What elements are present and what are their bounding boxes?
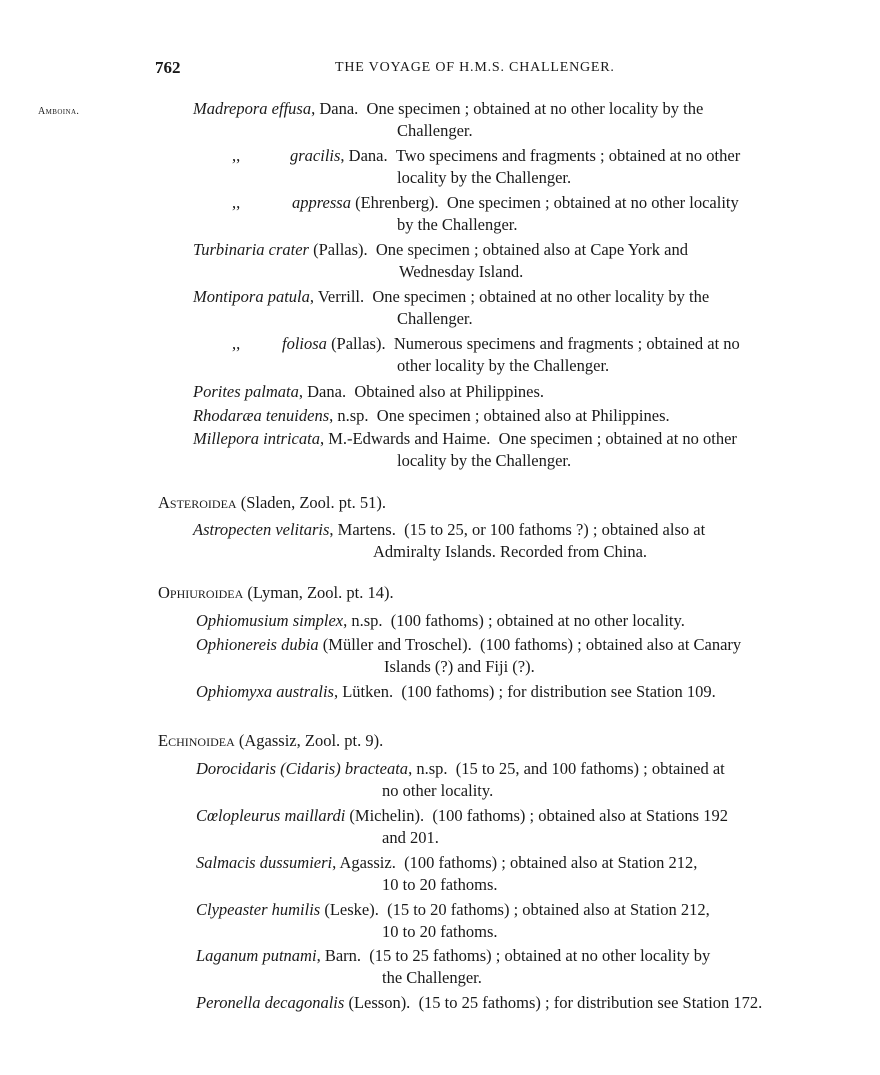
species-entry xyxy=(193,380,544,404)
species-name: Peronella decagonalis xyxy=(196,993,345,1012)
section-title: Ophiuroidea xyxy=(158,583,244,602)
species-entry xyxy=(193,427,737,451)
species-name: Madrepora effusa xyxy=(193,99,312,118)
species-entry xyxy=(193,518,705,542)
species-authority: , n.sp. xyxy=(329,406,369,425)
species-note: (15 to 20 fathoms) ; obtained also at Station 212, xyxy=(387,900,710,919)
species-authority: (Ehrenberg). xyxy=(350,193,439,212)
species-note: (100 fathoms) ; obtained also at Canary xyxy=(480,635,742,654)
species-note: Two specimens and fragments ; obtained at no other xyxy=(395,146,741,165)
species-name: gracilis xyxy=(290,146,341,165)
entry-continuation: the Challenger. xyxy=(382,968,482,987)
species-name: Ophionereis dubia xyxy=(196,635,319,654)
species-name: Laganum putnami xyxy=(196,946,317,965)
species-entry xyxy=(196,757,725,781)
species-note: Obtained also at Philippines. xyxy=(354,382,545,401)
species-authority: (Leske). xyxy=(320,900,379,919)
species-note: (100 fathoms) ; obtained also at Station 212, xyxy=(404,853,698,872)
species-entry xyxy=(196,898,710,922)
species-name: Porites palmata xyxy=(193,382,299,401)
species-entry xyxy=(196,633,741,657)
species-authority: (Pallas). xyxy=(308,240,368,259)
section-heading xyxy=(158,731,383,751)
species-note: (15 to 25 fathoms) ; for distribution see Station 172. xyxy=(418,993,763,1012)
entry-continuation: and 201. xyxy=(382,828,439,847)
species-entry xyxy=(232,332,740,356)
species-authority: , Dana. xyxy=(340,146,388,165)
species-note: (15 to 25 fathoms) ; obtained at no other locality by xyxy=(369,946,711,965)
species-name: Cœlopleurus maillardi xyxy=(196,806,346,825)
species-note: One specimen ; obtained at no other locality by the xyxy=(372,287,710,306)
species-name: Ophiomyxa australis xyxy=(196,682,334,701)
species-note: One specimen ; obtained also at Philippines. xyxy=(376,406,670,425)
entry-continuation: locality by the Challenger. xyxy=(397,451,572,470)
section-title: Asteroidea xyxy=(158,493,237,512)
section-reference: (Lyman, Zool. pt. 14). xyxy=(243,583,394,602)
ditto-mark: ,, xyxy=(232,146,241,165)
species-authority: , n.sp. xyxy=(343,611,383,630)
species-entry xyxy=(196,609,685,633)
species-note: One specimen ; obtained also at Cape York and xyxy=(375,240,688,259)
entry-continuation: Wednesday Island. xyxy=(399,262,524,281)
species-entry xyxy=(232,191,739,215)
species-authority: , Martens. xyxy=(329,520,396,539)
species-authority: (Müller and Troschel). xyxy=(318,635,472,654)
entry-continuation: 10 to 20 fathoms. xyxy=(382,875,498,894)
species-authority: , Barn. xyxy=(316,946,362,965)
species-entry xyxy=(193,285,709,309)
entry-continuation: other locality by the Challenger. xyxy=(397,356,610,375)
species-note: Numerous specimens and fragments ; obtained at no xyxy=(393,334,740,353)
species-name: Millepora intricata xyxy=(193,429,320,448)
section-title: Echinoidea xyxy=(158,731,235,750)
species-name: Clypeaster humilis xyxy=(196,900,321,919)
species-name: Dorocidaris (Cidaris) bracteata xyxy=(196,759,409,778)
entry-continuation: 10 to 20 fathoms. xyxy=(382,922,498,941)
section-reference: (Sladen, Zool. pt. 51). xyxy=(236,493,386,512)
species-authority: , Dana. xyxy=(298,382,347,401)
species-name: Ophiomusium simplex xyxy=(196,611,344,630)
species-entry xyxy=(193,238,688,262)
species-authority: , Dana. xyxy=(311,99,359,118)
species-authority: , M.-Edwards and Haime. xyxy=(319,429,491,448)
species-entry xyxy=(232,144,740,168)
species-entry xyxy=(196,851,697,875)
entry-continuation: locality by the Challenger. xyxy=(397,168,572,187)
species-entry xyxy=(193,97,703,121)
species-entry xyxy=(196,804,728,828)
species-name: appressa xyxy=(292,193,351,212)
species-note: (100 fathoms) ; for distribution see Station 109. xyxy=(401,682,716,701)
species-note: (15 to 25, and 100 fathoms) ; obtained at xyxy=(455,759,725,778)
entry-continuation: by the Challenger. xyxy=(397,215,518,234)
section-heading xyxy=(158,583,394,603)
species-authority: , n.sp. xyxy=(408,759,448,778)
species-note: (100 fathoms) ; obtained at no other locality. xyxy=(390,611,685,630)
species-authority: (Lesson). xyxy=(344,993,411,1012)
species-authority: (Pallas). xyxy=(326,334,386,353)
entry-continuation: Admiralty Islands. Recorded from China. xyxy=(373,542,648,561)
entry-continuation: Islands (?) and Fiji (?). xyxy=(384,657,535,676)
species-authority: , Verrill. xyxy=(309,287,365,306)
species-note: (100 fathoms) ; obtained also at Stations 192 xyxy=(432,806,728,825)
running-title: THE VOYAGE OF H.M.S. CHALLENGER. xyxy=(335,60,615,75)
section-heading xyxy=(158,493,386,513)
entry-continuation: no other locality. xyxy=(382,781,494,800)
species-entry xyxy=(196,991,762,1015)
species-name: Salmacis dussumieri xyxy=(196,853,333,872)
species-note: One specimen ; obtained at no other locality by the xyxy=(366,99,704,118)
species-name: Astropecten velitaris xyxy=(193,520,330,539)
species-name: foliosa xyxy=(282,334,327,353)
entry-continuation: Challenger. xyxy=(397,121,473,140)
ditto-mark: ,, xyxy=(232,193,241,212)
margin-note: Amboina. xyxy=(38,106,80,117)
section-reference: (Agassiz, Zool. pt. 9). xyxy=(234,731,384,750)
species-note: One specimen ; obtained at no other xyxy=(498,429,737,448)
species-name: Montipora patula xyxy=(193,287,310,306)
entry-continuation: Challenger. xyxy=(397,309,473,328)
species-entry xyxy=(196,944,710,968)
species-note: One specimen ; obtained at no other locality xyxy=(446,193,739,212)
species-entry xyxy=(196,680,716,704)
species-authority: (Michelin). xyxy=(345,806,425,825)
species-authority: , Agassiz. xyxy=(332,853,396,872)
ditto-mark: ,, xyxy=(232,334,241,353)
species-entry xyxy=(193,404,670,428)
page-number: 762 xyxy=(155,58,181,77)
species-note: (15 to 25, or 100 fathoms ?) ; obtained also at xyxy=(404,520,706,539)
species-name: Rhodaræa tenuidens xyxy=(193,406,330,425)
species-name: Turbinaria crater xyxy=(193,240,309,259)
species-authority: , Lütken. xyxy=(333,682,394,701)
